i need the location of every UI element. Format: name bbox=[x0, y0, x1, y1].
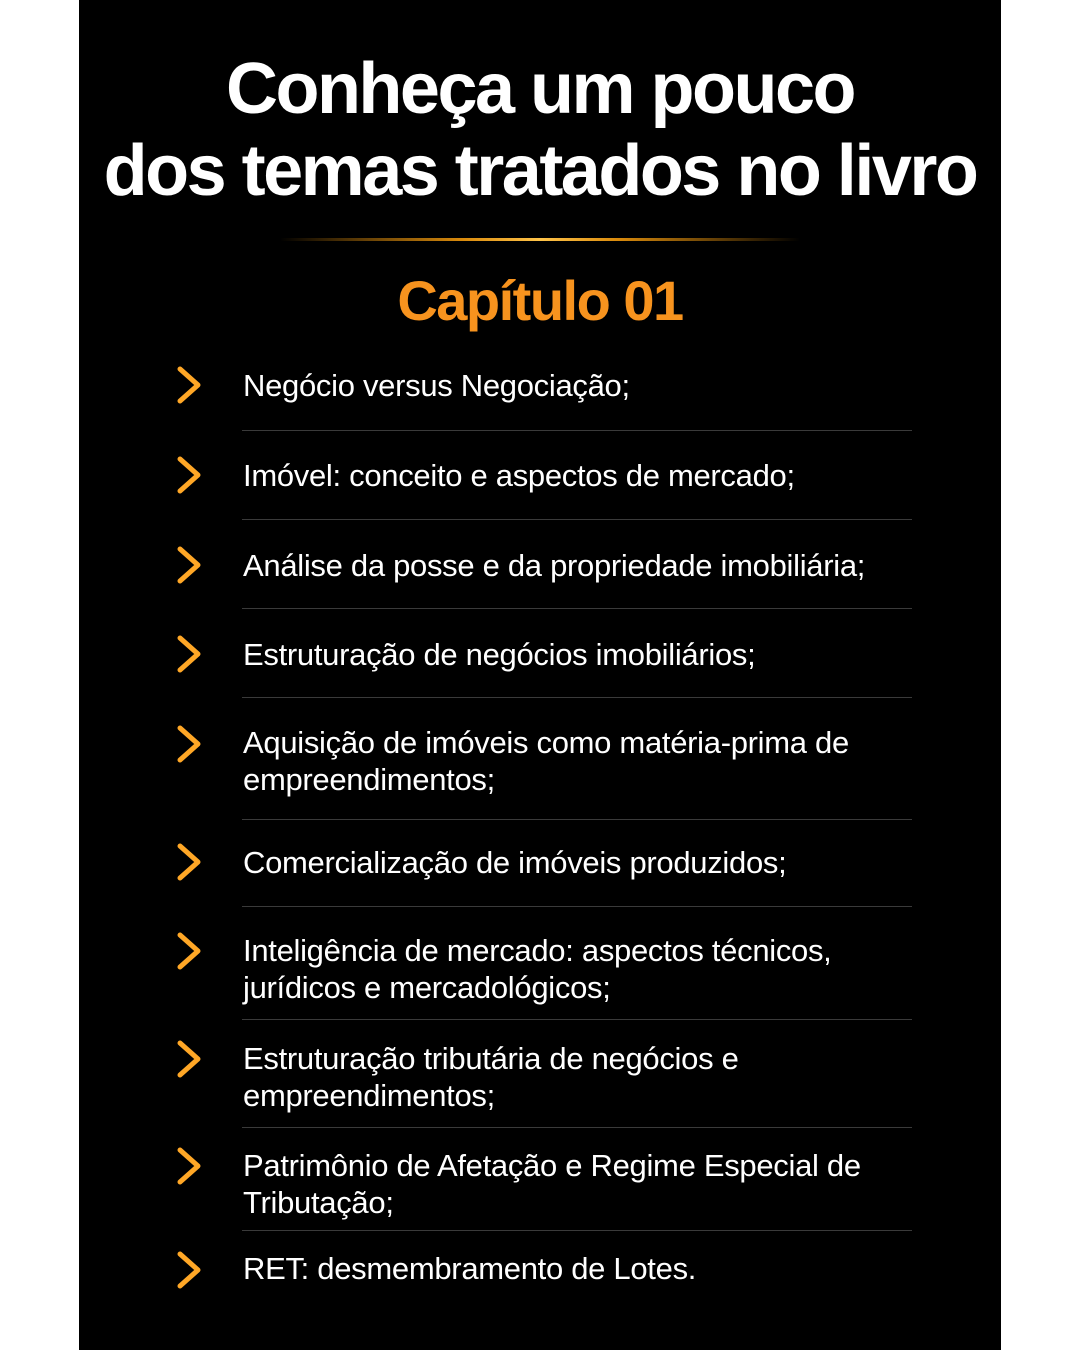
topic-item-10: RET: desmembramento de Lotes. bbox=[243, 1251, 697, 1286]
topic-item-5: Aquisição de imóveis como matéria-prima de empreendimentos; bbox=[243, 725, 849, 797]
item-separator bbox=[242, 608, 912, 609]
topic-item-2: Imóvel: conceito e aspectos de mercado; bbox=[243, 458, 795, 493]
item-separator bbox=[242, 430, 912, 431]
glow-divider bbox=[280, 238, 800, 241]
item-separator bbox=[242, 697, 912, 698]
title-line-1: Conheça um pouco bbox=[225, 49, 855, 129]
topic-item-3: Análise da posse e da propriedade imobiliária; bbox=[243, 548, 866, 583]
item-separator bbox=[242, 1230, 912, 1231]
arrow-right-icon bbox=[128, 722, 204, 766]
item-separator bbox=[242, 519, 912, 520]
arrow-right-icon bbox=[128, 840, 204, 884]
topic-item-7: Inteligência de mercado: aspectos técnicos, jurídicos e mercadológicos; bbox=[243, 933, 832, 1005]
item-separator bbox=[242, 819, 912, 820]
arrow-right-icon bbox=[128, 632, 204, 676]
item-separator bbox=[242, 1019, 912, 1020]
topic-item-8: Estruturação tributária de negócios e empreendimentos; bbox=[243, 1041, 739, 1113]
topic-item-1: Negócio versus Negociação; bbox=[243, 368, 630, 403]
arrow-right-icon bbox=[128, 1037, 204, 1081]
topic-item-4: Estruturação de negócios imobiliários; bbox=[243, 637, 756, 672]
page-title bbox=[0, 48, 1080, 212]
arrow-right-icon bbox=[128, 363, 204, 407]
arrow-right-icon bbox=[128, 1248, 204, 1292]
arrow-right-icon bbox=[128, 543, 204, 587]
title-line-2: dos temas tratados no livro bbox=[103, 131, 977, 211]
item-separator bbox=[242, 906, 912, 907]
topic-item-9: Patrimônio de Afetação e Regime Especial de Tributação; bbox=[243, 1148, 861, 1220]
arrow-right-icon bbox=[128, 453, 204, 497]
arrow-right-icon bbox=[128, 1144, 204, 1188]
topic-item-6: Comercialização de imóveis produzidos; bbox=[243, 845, 787, 880]
item-separator bbox=[242, 1127, 912, 1128]
arrow-right-icon bbox=[128, 929, 204, 973]
chapter-heading: Capítulo 01 bbox=[397, 269, 683, 332]
